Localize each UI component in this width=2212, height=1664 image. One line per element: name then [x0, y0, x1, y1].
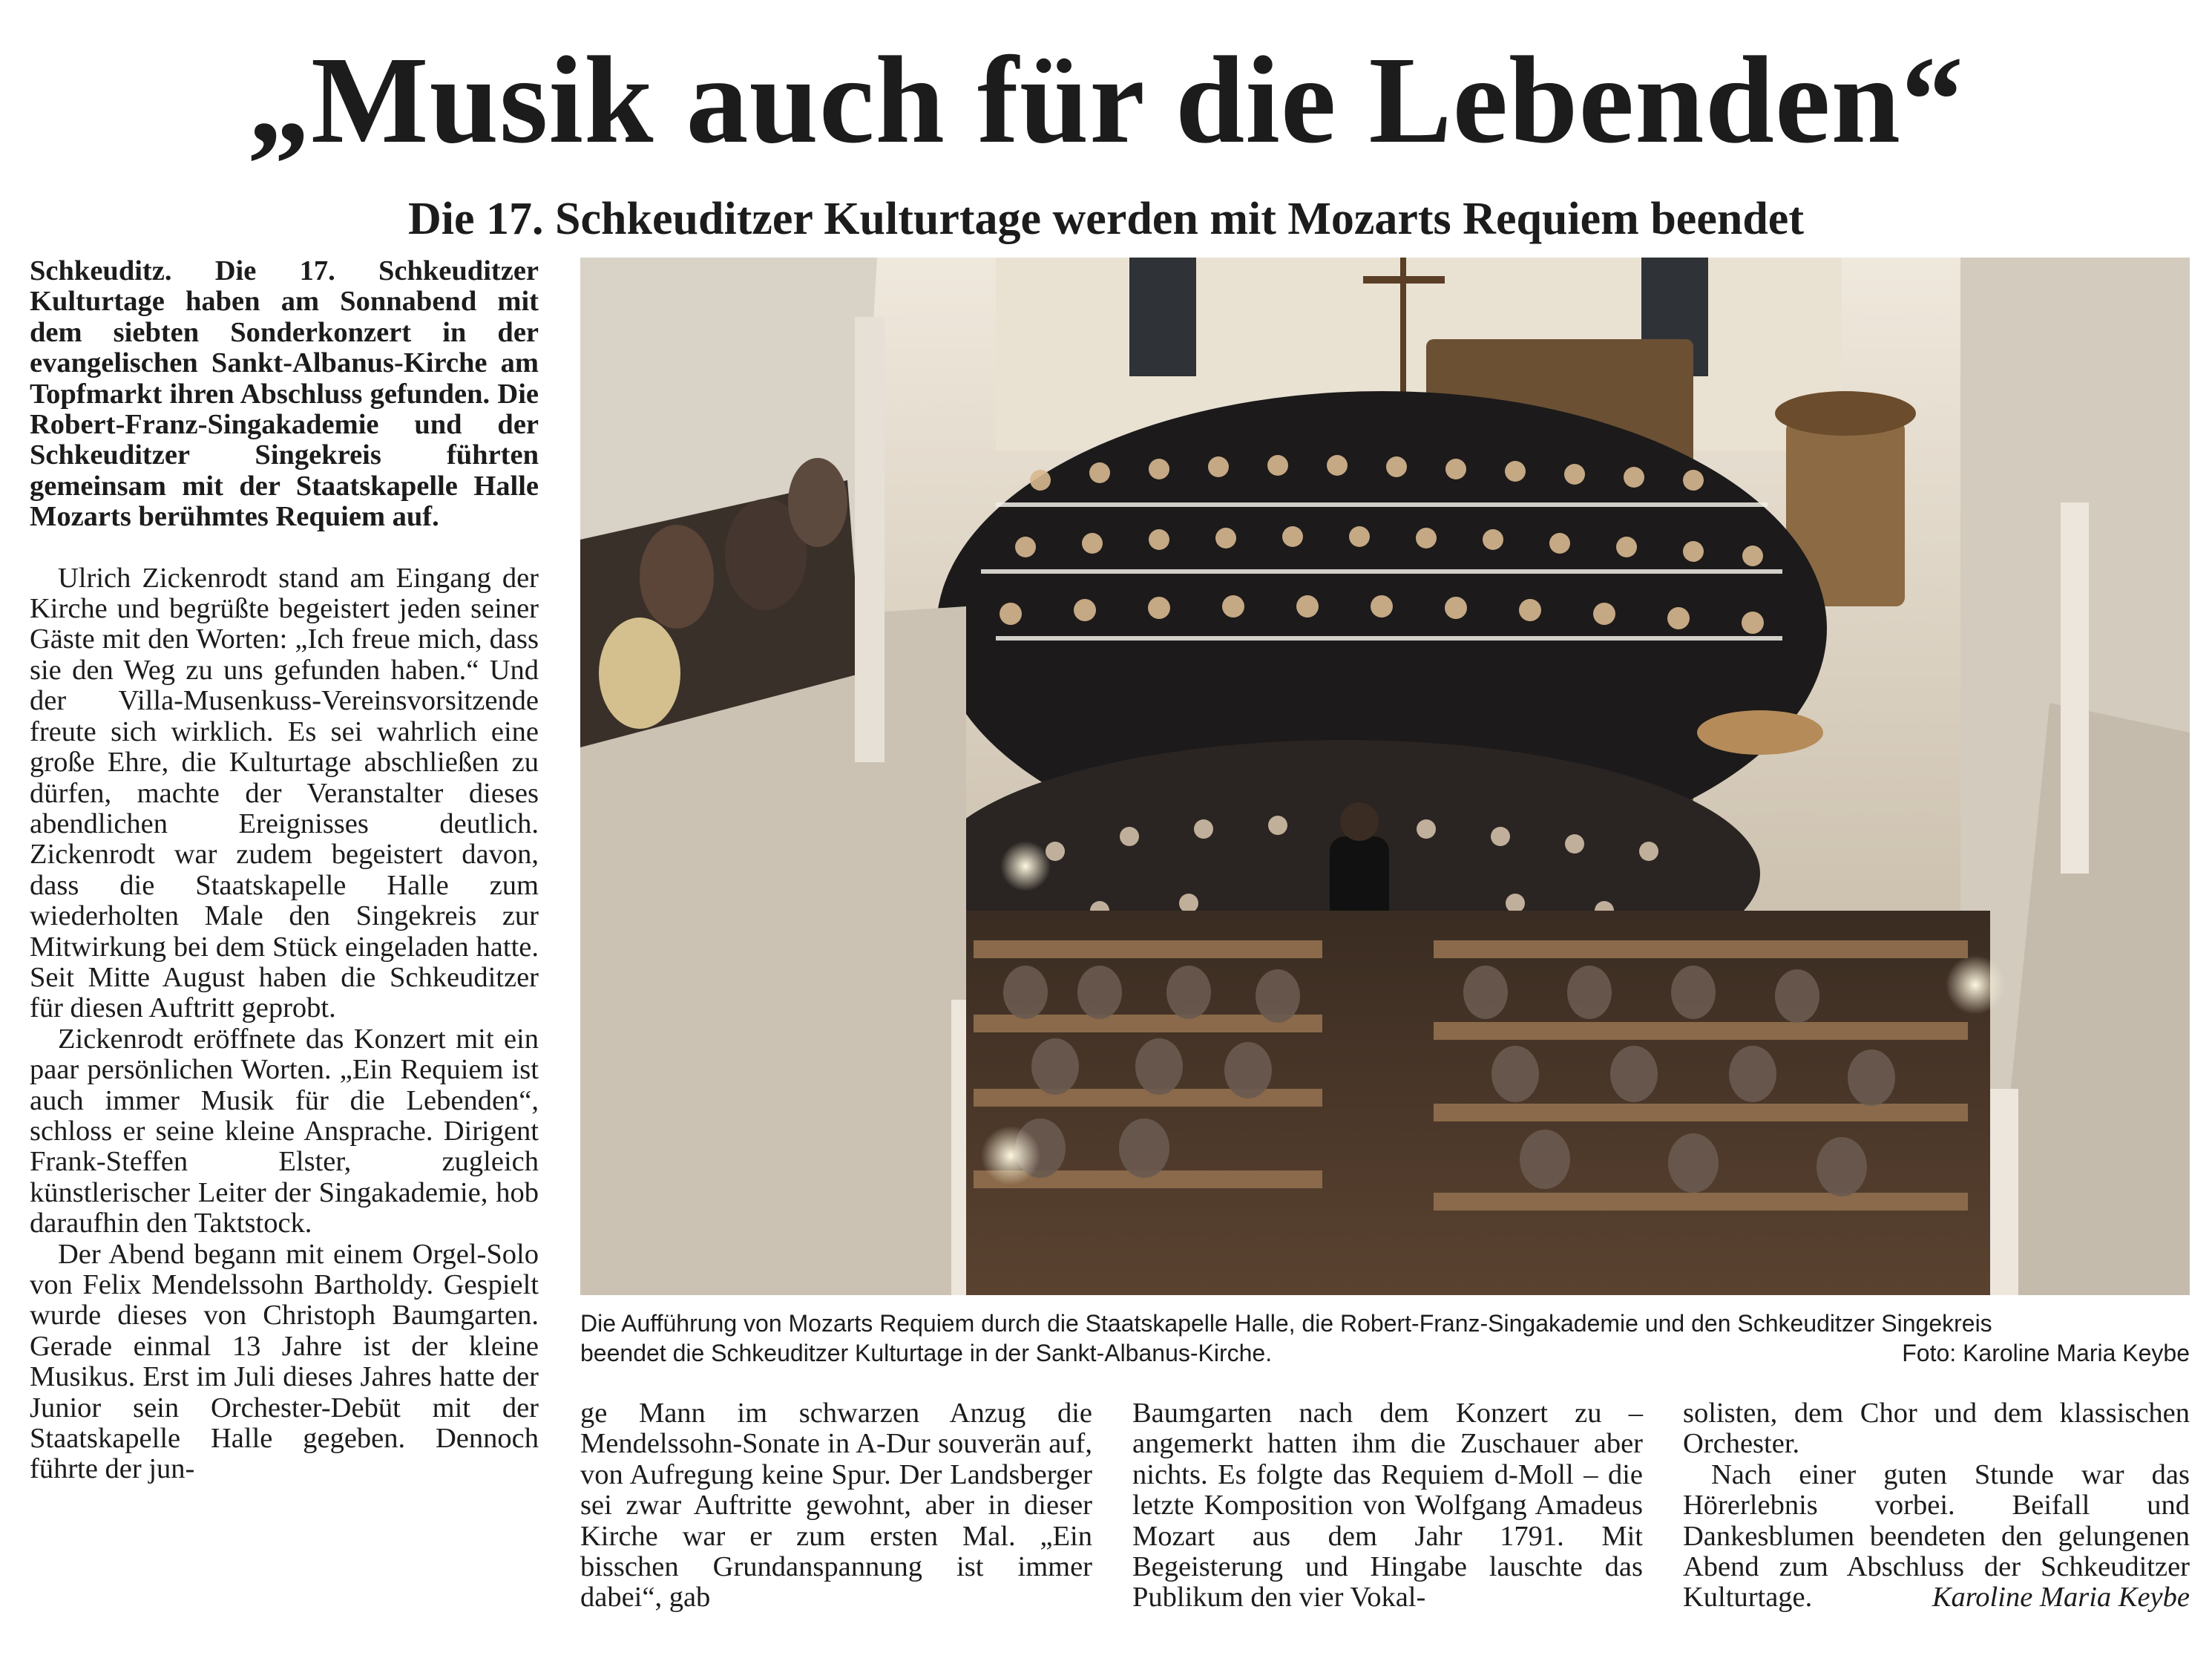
article-column-4 — [1683, 1398, 2190, 1614]
article-column-3 — [1132, 1398, 1643, 1614]
subheadline: Die 17. Schkeuditzer Kulturtage werden mit Mozarts Requiem beendet — [408, 194, 1804, 244]
article-column-1 — [30, 256, 539, 1485]
body-paragraph — [1683, 1460, 2190, 1614]
headline: „Musik auch für die Lebenden“ — [248, 31, 1964, 169]
author-byline: Karoline Maria Keybe — [1932, 1582, 2190, 1614]
concert-photo — [580, 258, 2190, 1295]
body-paragraph: solisten, dem Chor und dem klassischen Orchester. — [1683, 1398, 2190, 1460]
body-paragraph: Der Abend begann mit einem Orgel-Solo von Felix Mendelssohn Bartholdy. Gespielt wurde dieses von Christoph Baumgarten. Gerade einmal 13 Jahre ist der kleine Musikus. Erst im Juli dieses Jahres hatte der Junior sein Orchester-Debüt mit der Staatskapelle Halle gegeben. Dennoch führte der jun- — [30, 1238, 539, 1485]
caption-line — [580, 1338, 2190, 1368]
photo-credit: Foto: Karoline Maria Keybe — [1902, 1340, 2190, 1366]
lead-paragraph: Schkeuditz. Die 17. Schkeuditzer Kulturtage haben am Sonnabend mit dem siebten Sonderkonzert in der evangelischen Sankt-Albanus-Kirche am Topfmarkt ihren Abschluss gefunden. Die Robert-Franz-Singakademie und der Schkeuditzer Singekreis führten gemeinsam mit der Staatskapelle Halle Mozarts berühmtes Requiem auf. — [30, 255, 539, 533]
body-paragraph: Ulrich Zickenrodt stand am Eingang der Kirche und begrüßte begeistert jeden seiner Gäste mit den Worten: „Ich freue mich, dass sie den Weg zu uns gefunden haben.“ Und der Villa-Musenkuss-Vereinsvorsitzende freute sich wirklich. Es sei wahrlich eine große Ehre, die Kulturtage abschließen zu dürfen, machte der Veranstalter dieses abendlichen Ereignisses deutlich. Zickenrodt war zudem begeistert davon, dass die Staatskapelle Halle zum wiederholten Male den Singekreis zur Mitwirkung bei dem Stück eingeladen hatte. Seit Mitte August haben die Schkeuditzer für diesen Auftritt geprobt. — [30, 562, 539, 1024]
closing-text: Nach einer guten Stunde war das Hörerlebnis vorbei. Beifall und Dankesblumen beendeten den gelungenen Abend zum Abschluss der Schkeuditzer Kulturtage. — [1683, 1458, 2190, 1614]
caption-line: Die Aufführung von Mozarts Requiem durch die Staatskapelle Halle, die Robert-Franz-Singakademie und den Schkeuditzer Singekreis — [580, 1310, 1992, 1337]
body-paragraph: ge Mann im schwarzen Anzug die Mendelssohn-Sonate in A-Dur souverän auf, von Aufregung keine Spur. Der Landsberger sei zwar Auftritte gewohnt, aber in dieser Kirche war er zum ersten Mal. „Ein bisschen Grundanspannung ist immer dabei“, gab — [580, 1398, 1092, 1614]
body-paragraph: Zickenrodt eröffnete das Konzert mit ein paar persönlichen Worten. „Ein Requiem ist auch immer Musik für die Lebenden“, schloss er seine kleine Ansprache. Dirigent Frank-Steffen Elster, zugleich künstlerischer Leiter der Singakademie, hob daraufhin den Taktstock. — [30, 1023, 539, 1239]
body-paragraph: Baumgarten nach dem Konzert zu – angemerkt hatten ihm die Zuschauer aber nichts. Es folgte das Requiem d-Moll – die letzte Komposition von Wolfgang Amadeus Mozart aus dem Jahr 1791. Mit Begeisterung und Hingabe lauschte das Publikum den vier Vokal- — [1132, 1398, 1643, 1614]
church-interior-image — [580, 258, 2190, 1295]
article-column-2 — [580, 1398, 1092, 1614]
caption-text: beendet die Schkeuditzer Kulturtage in der Sankt-Albanus-Kirche. — [580, 1340, 1273, 1366]
photo-caption — [580, 1308, 2190, 1368]
